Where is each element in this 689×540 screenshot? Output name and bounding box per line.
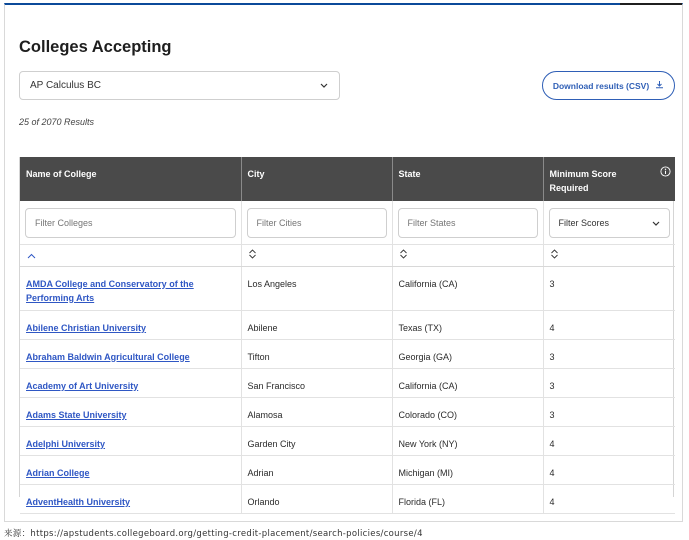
course-select-value: AP Calculus BC [30, 80, 101, 91]
table-row [20, 484, 675, 513]
source-caption: 来源：https://apstudents.collegeboard.org/getting-credit-placement/search-policies/course/4 [4, 529, 423, 539]
state-cell: Michigan (MI) [392, 455, 543, 484]
city-cell: Alamosa [241, 397, 392, 426]
college-link[interactable]: AdventHealth University [26, 496, 131, 507]
score-cell: 4 [543, 310, 675, 339]
college-link[interactable]: Adams State University [26, 409, 127, 420]
sort-toggle-icon[interactable] [550, 249, 560, 259]
college-link[interactable]: Abilene Christian University [26, 322, 147, 333]
score-cell: 3 [543, 266, 675, 310]
chevron-down-icon [652, 218, 660, 228]
score-cell: 4 [543, 484, 675, 513]
filter-scores-select[interactable] [549, 208, 671, 238]
colleges-table [19, 157, 674, 507]
city-cell: Orlando [241, 484, 392, 513]
table-row [20, 426, 675, 455]
city-cell: Adrian [241, 455, 392, 484]
filter-colleges-input[interactable] [25, 208, 236, 238]
college-link[interactable]: Adelphi University [26, 438, 106, 449]
filter-states-input[interactable] [398, 208, 538, 238]
chevron-down-icon [319, 81, 329, 91]
info-icon[interactable] [660, 166, 671, 177]
sort-toggle-icon[interactable] [248, 249, 258, 259]
page-frame [4, 3, 683, 522]
table-row [20, 310, 675, 339]
college-link[interactable]: AMDA College and Conservatory of the Performing Arts [26, 278, 194, 303]
column-header-city: City [241, 157, 392, 201]
college-link[interactable]: Abraham Baldwin Agricultural College [26, 351, 190, 362]
download-button-label: Download results (CSV) [552, 80, 650, 91]
table-row [20, 368, 675, 397]
filter-scores-value: Filter Scores [558, 217, 610, 228]
state-cell: California (CA) [392, 266, 543, 310]
state-cell: Colorado (CO) [392, 397, 543, 426]
state-cell: Texas (TX) [392, 310, 543, 339]
table-row [20, 397, 675, 426]
column-header-name: Name of College [20, 157, 241, 201]
filter-cities-input[interactable] [247, 208, 387, 238]
score-cell: 3 [543, 339, 675, 368]
state-cell: California (CA) [392, 368, 543, 397]
page-title: Colleges Accepting [19, 38, 172, 56]
sort-toggle-icon[interactable] [399, 249, 409, 259]
city-cell: Abilene [241, 310, 392, 339]
score-cell: 3 [543, 368, 675, 397]
score-cell: 3 [543, 397, 675, 426]
state-cell: New York (NY) [392, 426, 543, 455]
city-cell: San Francisco [241, 368, 392, 397]
sort-ascending-icon[interactable] [26, 251, 36, 261]
table-row [20, 266, 675, 310]
column-header-state: State [392, 157, 543, 201]
download-icon [655, 80, 664, 91]
score-cell: 4 [543, 455, 675, 484]
college-link[interactable]: Academy of Art University [26, 380, 139, 391]
download-results-button[interactable] [542, 71, 675, 100]
college-link[interactable]: Adrian College [26, 467, 90, 478]
course-select[interactable] [19, 71, 340, 100]
city-cell: Los Angeles [241, 266, 392, 310]
state-cell: Florida (FL) [392, 484, 543, 513]
table-row [20, 339, 675, 368]
results-count: 25 of 2070 Results [19, 117, 95, 127]
score-cell: 4 [543, 426, 675, 455]
table-row [20, 455, 675, 484]
column-header-score: Minimum Score Required [543, 157, 675, 201]
city-cell: Tifton [241, 339, 392, 368]
state-cell: Georgia (GA) [392, 339, 543, 368]
top-accent-bar [620, 3, 682, 5]
city-cell: Garden City [241, 426, 392, 455]
